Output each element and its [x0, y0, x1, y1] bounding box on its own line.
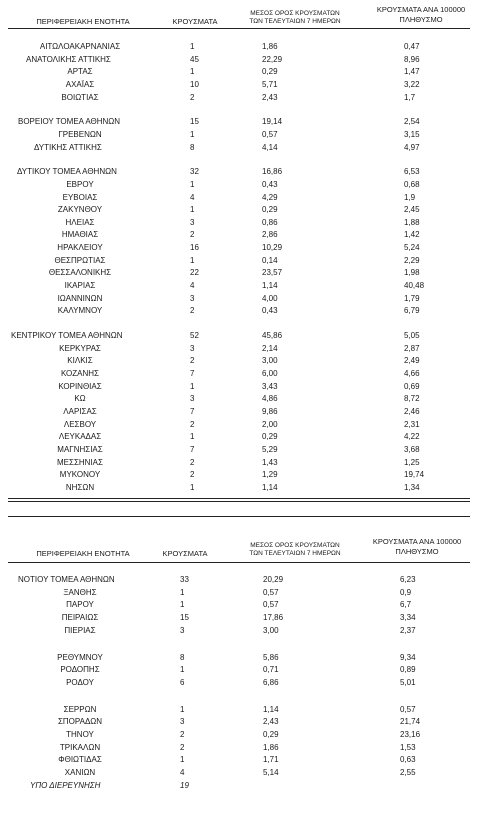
- region-name: ΤΡΙΚΑΛΩΝ: [59, 742, 101, 752]
- per100k-value: 1,98: [404, 268, 420, 278]
- table-row: [0, 192, 482, 204]
- table-row: [0, 381, 482, 393]
- avg-value: 0,43: [262, 306, 278, 316]
- region-name: ΛΕΣΒΟΥ: [63, 419, 97, 429]
- table-row: [0, 599, 482, 611]
- per100k-value: 1,42: [404, 230, 420, 240]
- per100k-value: 2,87: [404, 343, 420, 353]
- avg-value: 0,43: [262, 179, 278, 189]
- region-name: ΕΥΒΟΙΑΣ: [62, 192, 98, 202]
- table-row: [0, 293, 482, 305]
- table-row: [0, 166, 482, 178]
- per100k-value: 2,55: [400, 768, 416, 778]
- region-name: ΛΑΡΙΣΑΣ: [63, 406, 97, 416]
- per100k-value: 4,66: [404, 368, 420, 378]
- per100k-value: 8,72: [404, 394, 420, 404]
- per100k-value: 5,05: [404, 331, 420, 340]
- per100k-value: 1,9: [404, 192, 416, 202]
- avg-value: 1,86: [263, 742, 279, 752]
- cases-value: 1: [190, 129, 195, 139]
- cases-value: 1: [180, 755, 185, 765]
- per100k-value: 2,46: [404, 406, 420, 416]
- cases-value: 45: [190, 54, 199, 64]
- header-avg-line2: ΤΩΝ ΤΕΛΕΥΤΑΙΩΝ 7 ΗΜΕΡΩΝ: [249, 550, 341, 557]
- per100k-value: 6,79: [404, 306, 420, 316]
- cases-value: 4: [190, 192, 195, 202]
- table-row: [0, 129, 482, 141]
- region-name: ΠΙΕΡΙΑΣ: [64, 625, 96, 635]
- avg-value: 16,86: [262, 167, 283, 177]
- region-name: ΔΥΤΙΚΟΥ ΤΟΜΕΑ ΑΘΗΝΩΝ: [17, 167, 117, 177]
- cases-value: 2: [190, 356, 195, 366]
- cases-value: 4: [190, 281, 195, 291]
- cases-value: 3: [180, 717, 185, 727]
- per100k-value: 1,25: [404, 457, 420, 467]
- table-row: [0, 664, 482, 676]
- header-per-line2: ΠΛΗΘΥΣΜΟ: [395, 547, 439, 556]
- avg-value: 19,14: [262, 117, 283, 127]
- region-name: ΚΩ: [74, 394, 86, 404]
- per100k-value: 2,29: [404, 255, 420, 265]
- cases-value: 1: [190, 255, 195, 265]
- table-row: [0, 116, 482, 128]
- table-row: [0, 179, 482, 191]
- cases-value: 33: [180, 575, 189, 584]
- header-per-line2: ΠΛΗΘΥΣΜΟ: [399, 15, 443, 24]
- region-name: ΒΟΙΩΤΙΑΣ: [61, 92, 99, 102]
- avg-value: 0,57: [263, 600, 279, 610]
- region-name: ΑΡΤΑΣ: [67, 67, 93, 77]
- avg-value: 4,14: [262, 142, 278, 152]
- table-row: [0, 393, 482, 405]
- cases-value: 1: [190, 381, 195, 391]
- avg-value: 0,86: [262, 217, 278, 227]
- table-row: [0, 217, 482, 229]
- region-name: ΛΕΥΚΑΔΑΣ: [58, 432, 102, 442]
- region-name: ΝΗΣΩΝ: [65, 482, 95, 492]
- table-row: [0, 92, 482, 104]
- region-name: ΘΕΣΠΡΩΤΙΑΣ: [54, 255, 106, 265]
- table-row: [0, 612, 482, 624]
- avg-value: 45,86: [262, 331, 283, 340]
- table-row: [0, 305, 482, 317]
- region-name: ΜΥΚΟΝΟΥ: [59, 470, 101, 480]
- region-name: ΚΟΖΑΝΗΣ: [60, 368, 100, 378]
- region-name: ΖΑΚΥΝΘΟΥ: [57, 205, 103, 215]
- avg-value: 4,86: [262, 394, 278, 404]
- per100k-value: 5,01: [400, 677, 416, 687]
- section-divider: [8, 516, 470, 517]
- cases-value: 22: [190, 268, 199, 278]
- region-name: ΝΟΤΙΟΥ ΤΟΜΕΑ ΑΘΗΝΩΝ: [18, 575, 115, 584]
- table-row: [0, 355, 482, 367]
- per100k-value: 1,47: [404, 67, 420, 77]
- cases-value: 2: [190, 306, 195, 316]
- cases-value: 1: [190, 67, 195, 77]
- cases-value: 2: [180, 742, 185, 752]
- avg-value: 0,14: [262, 255, 278, 265]
- cases-value: 3: [180, 625, 185, 635]
- region-name: ΚΙΛΚΙΣ: [67, 356, 93, 366]
- region-name: ΜΑΓΝΗΣΙΑΣ: [57, 444, 103, 454]
- cases-value: 2: [190, 230, 195, 240]
- cases-value: 8: [190, 142, 195, 152]
- per100k-value: 0,47: [404, 42, 420, 51]
- per100k-value: 40,48: [404, 281, 425, 291]
- header-cases: ΚΡΟΥΣΜΑΤΑ: [172, 17, 218, 26]
- per100k-value: 2,37: [400, 625, 416, 635]
- per100k-value: 0,57: [400, 704, 416, 714]
- table-row: [0, 482, 482, 494]
- avg-value: 2,14: [262, 343, 278, 353]
- cases-value: 4: [180, 768, 185, 778]
- region-name: ΜΕΣΣΗΝΙΑΣ: [57, 457, 103, 467]
- table-row: [0, 204, 482, 216]
- cases-value: 1: [190, 432, 195, 442]
- cases-value: 8: [180, 652, 185, 662]
- avg-value: 1,14: [262, 281, 278, 291]
- per100k-value: 8,96: [404, 54, 420, 64]
- cases-value: 3: [190, 394, 195, 404]
- per100k-value: 2,49: [404, 356, 420, 366]
- region-name: ΔΥΤΙΚΗΣ ΑΤΤΙΚΗΣ: [34, 142, 102, 152]
- per100k-value: 1,88: [404, 217, 420, 227]
- per100k-value: 1,7: [404, 92, 416, 102]
- table-row: [0, 41, 482, 53]
- per100k-value: 2,54: [404, 117, 420, 127]
- cases-value: 2: [190, 470, 195, 480]
- avg-value: 0,29: [262, 432, 278, 442]
- cases-value: 2: [190, 457, 195, 467]
- per100k-value: 6,53: [404, 167, 420, 177]
- cases-value: 1: [190, 205, 195, 215]
- avg-value: 1,29: [262, 470, 278, 480]
- table-row: [0, 229, 482, 241]
- header-avg-line2: ΤΩΝ ΤΕΛΕΥΤΑΙΩΝ 7 ΗΜΕΡΩΝ: [249, 18, 341, 25]
- cases-value: 1: [190, 482, 195, 492]
- avg-value: 0,29: [262, 67, 278, 77]
- cases-value: 7: [190, 444, 195, 454]
- per100k-value: 3,68: [404, 444, 420, 454]
- table-row: [0, 419, 482, 431]
- per100k-value: 23,16: [400, 730, 421, 739]
- region-name: ΚΕΡΚΥΡΑΣ: [59, 343, 101, 353]
- table-row: [0, 677, 482, 689]
- avg-value: 6,00: [262, 368, 278, 378]
- table-row: [0, 574, 482, 586]
- table-row: [0, 754, 482, 766]
- cases-value: 1: [180, 600, 185, 610]
- avg-value: 1,71: [263, 755, 279, 765]
- cases-value: 2: [180, 730, 185, 739]
- table2-header-rule: [8, 562, 470, 563]
- table-row: [0, 587, 482, 599]
- avg-value: 4,00: [262, 293, 278, 303]
- region-name: ΗΡΑΚΛΕΙΟΥ: [57, 243, 103, 253]
- avg-value: 0,57: [262, 129, 278, 139]
- region-name: ΠΑΡΟΥ: [66, 600, 94, 610]
- cases-value: 15: [180, 613, 189, 623]
- header-avg-line1: ΜΕΣΟΣ ΟΡΟΣ ΚΡΟΥΣΜΑΤΩΝ: [250, 10, 340, 17]
- cases-value: 2: [190, 419, 195, 429]
- avg-value: 0,71: [263, 665, 279, 675]
- header-region: ΠΕΡΙΦΕΡΕΙΑΚΗ ΕΝΟΤΗΤΑ: [36, 549, 130, 558]
- per100k-value: 1,79: [404, 293, 420, 303]
- avg-value: 1,43: [262, 457, 278, 467]
- per100k-value: 1,53: [400, 742, 416, 752]
- table-row: [0, 444, 482, 456]
- avg-value: 20,29: [263, 575, 284, 584]
- avg-value: 17,86: [263, 613, 284, 623]
- table-row: [0, 343, 482, 355]
- table1-bottom-rule: [8, 498, 470, 502]
- avg-value: 3,00: [263, 625, 279, 635]
- cases-value: 15: [190, 117, 199, 127]
- region-name: ΗΜΑΘΙΑΣ: [61, 230, 99, 240]
- cases-value: 7: [190, 368, 195, 378]
- avg-value: 5,14: [263, 768, 279, 778]
- header-avg-line1: ΜΕΣΟΣ ΟΡΟΣ ΚΡΟΥΣΜΑΤΩΝ: [250, 542, 340, 549]
- table-row: [0, 652, 482, 664]
- region-name: ΕΒΡΟΥ: [66, 179, 94, 189]
- cases-value: 16: [190, 243, 199, 253]
- avg-value: 22,29: [262, 54, 283, 64]
- region-name: ΡΟΔΟΠΗΣ: [60, 665, 100, 675]
- per100k-value: 0,9: [400, 587, 412, 597]
- cases-value: 1: [180, 587, 185, 597]
- region-name: ΧΑΝΙΩΝ: [64, 768, 96, 778]
- cases-value: 52: [190, 331, 199, 340]
- per100k-value: 19,74: [404, 470, 425, 480]
- avg-value: 0,29: [262, 205, 278, 215]
- region-name: ΘΕΣΣΑΛΟΝΙΚΗΣ: [48, 268, 112, 278]
- region-name: ΣΕΡΡΩΝ: [63, 704, 97, 714]
- table-row: [0, 729, 482, 741]
- table-row: [0, 66, 482, 78]
- per100k-value: 0,89: [400, 665, 416, 675]
- under-investigation-row: [0, 780, 482, 792]
- avg-value: 6,86: [263, 677, 279, 687]
- table-row: [0, 280, 482, 292]
- table-row: [0, 457, 482, 469]
- per100k-value: 3,34: [400, 613, 416, 623]
- region-name: ΡΕΘΥΜΝΟΥ: [57, 652, 103, 662]
- avg-value: 23,57: [262, 268, 283, 278]
- header-cases: ΚΡΟΥΣΜΑΤΑ: [162, 549, 208, 558]
- avg-value: 4,29: [262, 192, 278, 202]
- avg-value: 5,71: [262, 79, 278, 89]
- region-name: ΡΟΔΟΥ: [66, 677, 94, 687]
- cases-value: 32: [190, 167, 199, 177]
- avg-value: 1,14: [263, 704, 279, 714]
- region-name: ΞΑΝΘΗΣ: [63, 587, 97, 597]
- per100k-value: 5,24: [404, 243, 420, 253]
- region-name: ΙΩΑΝΝΙΝΩΝ: [57, 293, 103, 303]
- cases-value: 3: [190, 217, 195, 227]
- avg-value: 5,29: [262, 444, 278, 454]
- note-cases: 19: [180, 781, 189, 790]
- avg-value: 2,43: [263, 717, 279, 727]
- table-row: [0, 625, 482, 637]
- per100k-value: 3,15: [404, 129, 420, 139]
- cases-value: 2: [190, 92, 195, 102]
- header-per-line1: ΚΡΟΥΣΜΑΤΑ ΑΝΑ 100000: [372, 537, 462, 546]
- cases-value: 1: [190, 179, 195, 189]
- per100k-value: 9,34: [400, 652, 416, 662]
- region-name: ΓΡΕΒΕΝΩΝ: [58, 129, 102, 139]
- cases-value: 1: [180, 665, 185, 675]
- cases-value: 3: [190, 293, 195, 303]
- per100k-value: 2,31: [404, 419, 420, 429]
- header-region: ΠΕΡΙΦΕΡΕΙΑΚΗ ΕΝΟΤΗΤΑ: [36, 17, 130, 26]
- cases-value: 7: [190, 406, 195, 416]
- cases-value: 6: [180, 677, 185, 687]
- region-name: ΚΑΛΥΜΝΟΥ: [57, 306, 103, 316]
- cases-value: 10: [190, 79, 199, 89]
- region-name: ΗΛΕΙΑΣ: [65, 217, 95, 227]
- table-row: [0, 330, 482, 342]
- table-row: [0, 142, 482, 154]
- table-row: [0, 54, 482, 66]
- region-name: ΙΚΑΡΙΑΣ: [64, 281, 96, 291]
- region-name: ΑΝΑΤΟΛΙΚΗΣ ΑΤΤΙΚΗΣ: [26, 54, 111, 64]
- per100k-value: 6,7: [400, 600, 412, 610]
- region-name: ΠΕΙΡΑΙΩΣ: [61, 613, 99, 623]
- region-name: ΚΟΡΙΝΘΙΑΣ: [58, 381, 102, 391]
- per100k-value: 3,22: [404, 79, 420, 89]
- per100k-value: 0,69: [404, 381, 420, 391]
- avg-value: 3,43: [262, 381, 278, 391]
- avg-value: 0,29: [263, 730, 279, 739]
- cases-value: 1: [190, 42, 195, 51]
- avg-value: 10,29: [262, 243, 283, 253]
- table-row: [0, 469, 482, 481]
- avg-value: 3,00: [262, 356, 278, 366]
- table-row: [0, 406, 482, 418]
- avg-value: 2,43: [262, 92, 278, 102]
- per100k-value: 21,74: [400, 717, 421, 727]
- table-row: [0, 431, 482, 443]
- cases-value: 1: [180, 704, 185, 714]
- table-row: [0, 267, 482, 279]
- avg-value: 2,86: [262, 230, 278, 240]
- header-per-line1: ΚΡΟΥΣΜΑΤΑ ΑΝΑ 100000: [376, 5, 466, 14]
- table-row: [0, 255, 482, 267]
- per100k-value: 1,34: [404, 482, 420, 492]
- table-row: [0, 704, 482, 716]
- table-row: [0, 368, 482, 380]
- avg-value: 9,86: [262, 406, 278, 416]
- avg-value: 5,86: [263, 652, 279, 662]
- per100k-value: 6,23: [400, 575, 416, 584]
- table-row: [0, 767, 482, 779]
- region-name: ΒΟΡΕΙΟΥ ΤΟΜΕΑ ΑΘΗΝΩΝ: [18, 117, 121, 127]
- table-row: [0, 716, 482, 728]
- per100k-value: 2,45: [404, 205, 420, 215]
- avg-value: 2,00: [262, 419, 278, 429]
- per100k-value: 4,97: [404, 142, 420, 152]
- region-name: ΑΙΤΩΛΟΑΚΑΡΝΑΝΙΑΣ: [39, 42, 121, 51]
- table1-header-rule: [8, 28, 470, 29]
- region-name: ΤΗΝΟΥ: [66, 730, 94, 739]
- cases-value: 3: [190, 343, 195, 353]
- note-label: ΥΠΟ ΔΙΕΡΕΥΝΗΣΗ: [30, 781, 101, 790]
- table-row: [0, 79, 482, 91]
- per100k-value: 0,68: [404, 179, 420, 189]
- region-name: ΑΧΑΪΑΣ: [65, 79, 95, 89]
- per100k-value: 0,63: [400, 755, 416, 765]
- avg-value: 1,86: [262, 42, 278, 51]
- table-row: [0, 742, 482, 754]
- avg-value: 1,14: [262, 482, 278, 492]
- region-name: ΦΘΙΩΤΙΔΑΣ: [58, 755, 102, 765]
- region-name: ΚΕΝΤΡΙΚΟΥ ΤΟΜΕΑ ΑΘΗΝΩΝ: [11, 331, 123, 340]
- table-row: [0, 242, 482, 254]
- avg-value: 0,57: [263, 587, 279, 597]
- per100k-value: 4,22: [404, 432, 420, 442]
- region-name: ΣΠΟΡΑΔΩΝ: [57, 717, 103, 727]
